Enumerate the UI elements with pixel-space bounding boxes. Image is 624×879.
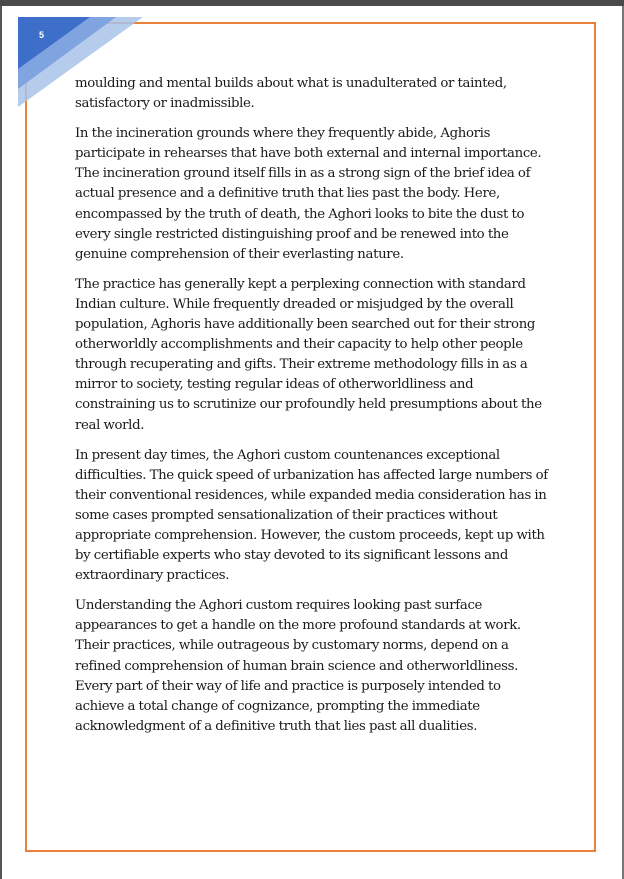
viewer-left-edge [0, 6, 2, 879]
body-text [75, 74, 549, 747]
paragraph: In the incineration grounds where they frequently abide, Aghoris participate in rehearses that have both external and internal importance. The incineration ground itself fills in as a strong sign of the brief idea of actual presence and a definitive truth that lies past the body. Here, encompassed by the truth of death, the Aghori looks to bite the dust to every single restricted distinguishing proof and be renewed into the genuine comprehension of their everlasting nature. [75, 126, 542, 262]
viewer-top-bar [0, 0, 624, 6]
paragraph: Understanding the Aghori custom requires looking past surface appearances to get a handle on the more profound standards at work. Their practices, while outrageous by customary norms, depend on a refined comprehension of human brain science and otherworldliness. Every part of their way of life and practice is purposely intended to achieve a total change of cognizance, prompting the immediate acknowledgment of a definitive truth that lies past all dualities. [75, 598, 521, 734]
paragraph: The practice has generally kept a perplexing connection with standard Indian culture. While frequently dreaded or misjudged by the overall population, Aghoris have additionally been searched out for their strong otherworldly accomplishments and their capacity to help other people through recuperating and gifts. Their extreme methodology fills in as a mirror to society, testing regular ideas of otherworldliness and constraining us to scrutinize our profoundly held presumptions about the real world. [75, 276, 542, 433]
paragraph: moulding and mental builds about what is unadulterated or tainted, satisfactory or inadmissible. [75, 76, 507, 112]
paragraph: In present day times, the Aghori custom countenances exceptional difficulties. The quick speed of urbanization has affected large numbers of their conventional residences, while expanded media consideration has in some cases prompted sensationalization of their practices without appropriate comprehension. However, the custom proceeds, kept up with by certifiable experts who stay devoted to its significant lessons and extraordinary practices. [75, 447, 548, 584]
page-number: 5 [39, 30, 45, 40]
